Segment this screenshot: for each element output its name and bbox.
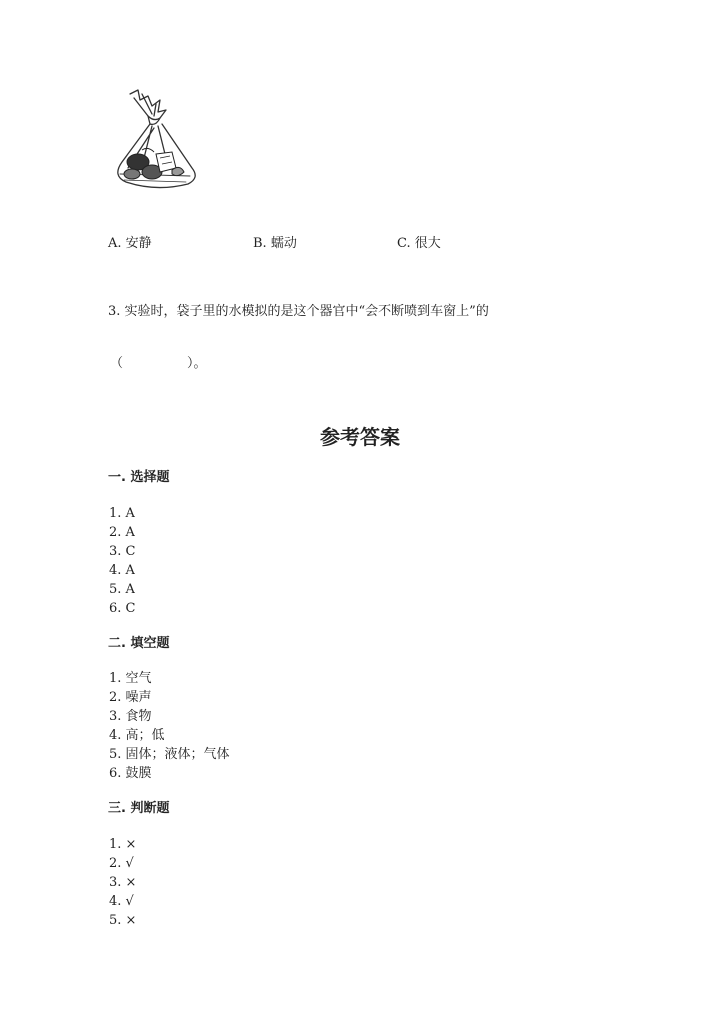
list-item: 2. A bbox=[109, 525, 135, 540]
answers-title: 参考答案 bbox=[320, 425, 400, 449]
blank-open-paren: （ bbox=[110, 356, 124, 371]
list-item: 6. C bbox=[109, 601, 136, 616]
list-item: 3. × bbox=[109, 875, 137, 890]
list-item: 2. 噪声 bbox=[109, 690, 152, 705]
list-item: 1. × bbox=[109, 837, 137, 852]
list-item: 5. A bbox=[109, 582, 135, 597]
answer-list-judge bbox=[109, 837, 136, 932]
list-item: 5. 固体；液体；气体 bbox=[109, 747, 230, 762]
option-b: B. 蠕动 bbox=[253, 236, 297, 251]
list-item: 1. A bbox=[109, 506, 135, 521]
option-c: C. 很大 bbox=[397, 236, 441, 251]
section-heading-fill: 二. 填空题 bbox=[108, 636, 170, 651]
list-item: 3. C bbox=[109, 544, 136, 559]
section-heading-judge: 三. 判断题 bbox=[108, 801, 170, 816]
answer-list-choice bbox=[109, 506, 135, 620]
question-3-text: 3. 实验时，袋子里的水模拟的是这个器官中“会不断喷到车窗上”的 bbox=[108, 304, 489, 319]
list-item: 2. √ bbox=[109, 856, 134, 871]
section-heading-choice: 一. 选择题 bbox=[108, 470, 170, 485]
list-item: 1. 空气 bbox=[109, 671, 152, 686]
list-item: 3. 食物 bbox=[109, 709, 152, 724]
list-item: 5. × bbox=[109, 913, 137, 928]
list-item: 6. 鼓膜 bbox=[109, 766, 152, 781]
bag-of-food-illustration bbox=[108, 88, 200, 196]
list-item: 4. A bbox=[109, 563, 135, 578]
list-item: 4. √ bbox=[109, 894, 134, 909]
blank-close-paren: ）。 bbox=[187, 356, 207, 371]
option-a: A. 安静 bbox=[108, 236, 152, 251]
question-3-blank bbox=[110, 356, 207, 372]
answer-list-fill bbox=[109, 671, 230, 785]
list-item: 4. 高；低 bbox=[109, 728, 165, 743]
